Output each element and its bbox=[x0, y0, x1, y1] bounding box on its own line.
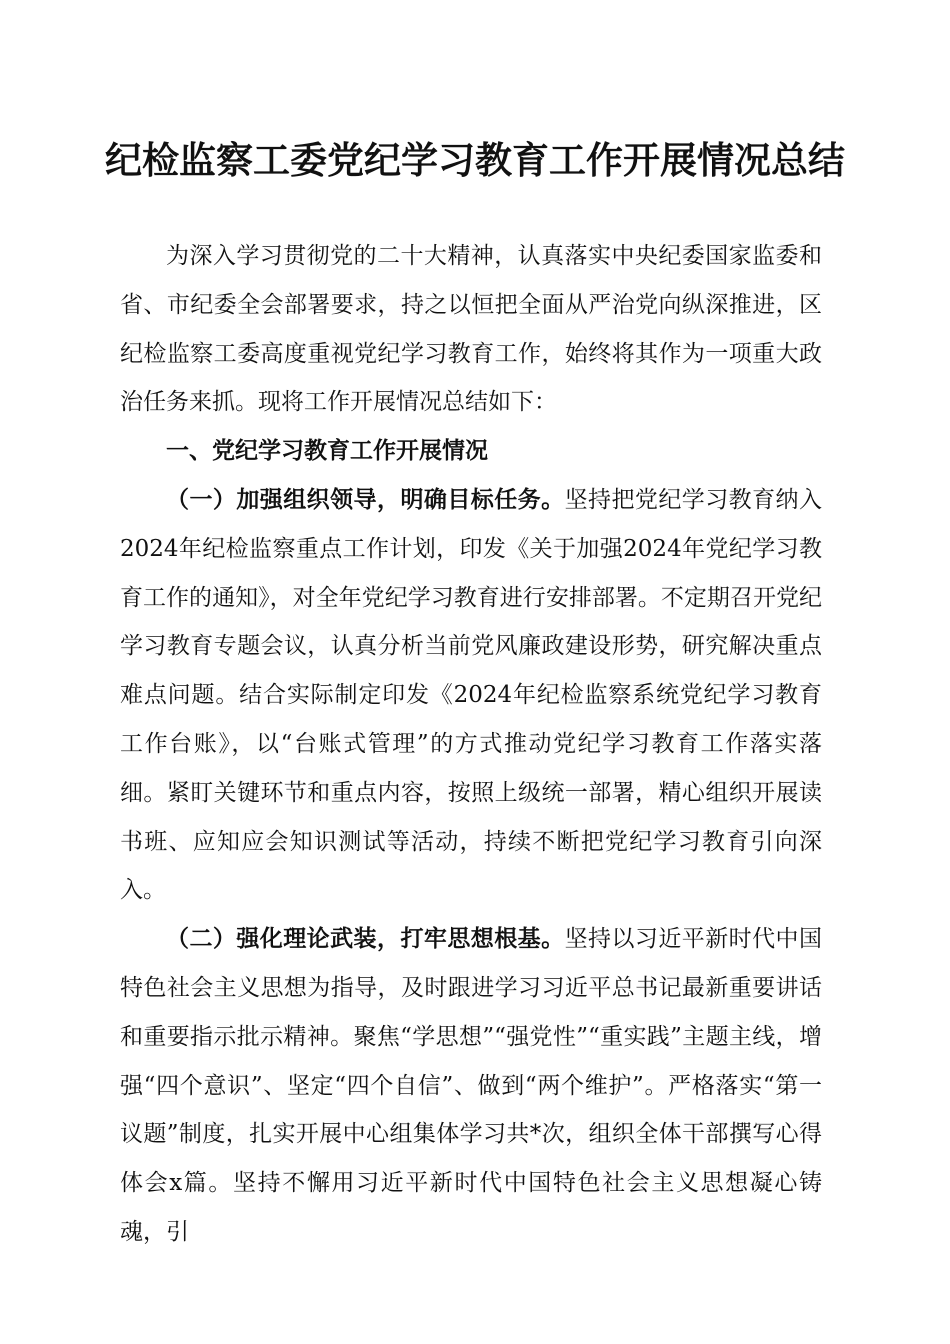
item-body-2: 坚持以习近平新时代中国特色社会主义思想为指导，及时跟进学习习近平总书记最新重要讲话和重要指示批示精神。聚焦“学思想”“强党性”“重实践”主题主线，增强“四个意识”、坚定“四个自信”、做到“两个维护”。严格落实“第一议题”制度，扎实开展中心组集体学习共*次，组织全体干部撰写心得体会x篇。坚持不懈用习近平新时代中国特色社会主义思想凝心铸魂，引 bbox=[120, 926, 823, 1245]
document-body bbox=[120, 232, 822, 1257]
item-lead-1: （一）加强组织领导，明确目标任务。 bbox=[166, 485, 565, 513]
item-paragraph-1 bbox=[120, 476, 822, 915]
document-title: 纪检监察工委党纪学习教育工作开展情况总结 bbox=[105, 138, 845, 182]
section-heading-1: 一、党纪学习教育工作开展情况 bbox=[166, 438, 488, 465]
intro-paragraph: 为深入学习贯彻党的二十大精神，认真落实中央纪委国家监委和省、市纪委全会部署要求，持之以恒把全面从严治党向纵深推进，区纪检监察工委高度重视党纪学习教育工作，始终将其作为一项重大政治任务来抓。现将工作开展情况总结如下： bbox=[120, 243, 822, 416]
item-paragraph-2 bbox=[120, 915, 822, 1257]
item-body-1: 坚持把党纪学习教育纳入2024年纪检监察重点工作计划，印发《关于加强2024年党纪学习教育工作的通知》，对全年党纪学习教育进行安排部署。不定期召开党纪学习教育专题会议，认真分析当前党风廉政建设形势，研究解决重点难点问题。结合实际制定印发《2024年纪检监察系统党纪学习教育工作台账》，以“台账式管理”的方式推动党纪学习教育工作落实落细。紧盯关键环节和重点内容，按照上级统一部署，精心组织开展读书班、应知应会知识测试等活动，持续不断把党纪学习教育引向深入。 bbox=[120, 486, 823, 904]
item-lead-2: （二）强化理论武装，打牢思想根基。 bbox=[166, 925, 565, 953]
